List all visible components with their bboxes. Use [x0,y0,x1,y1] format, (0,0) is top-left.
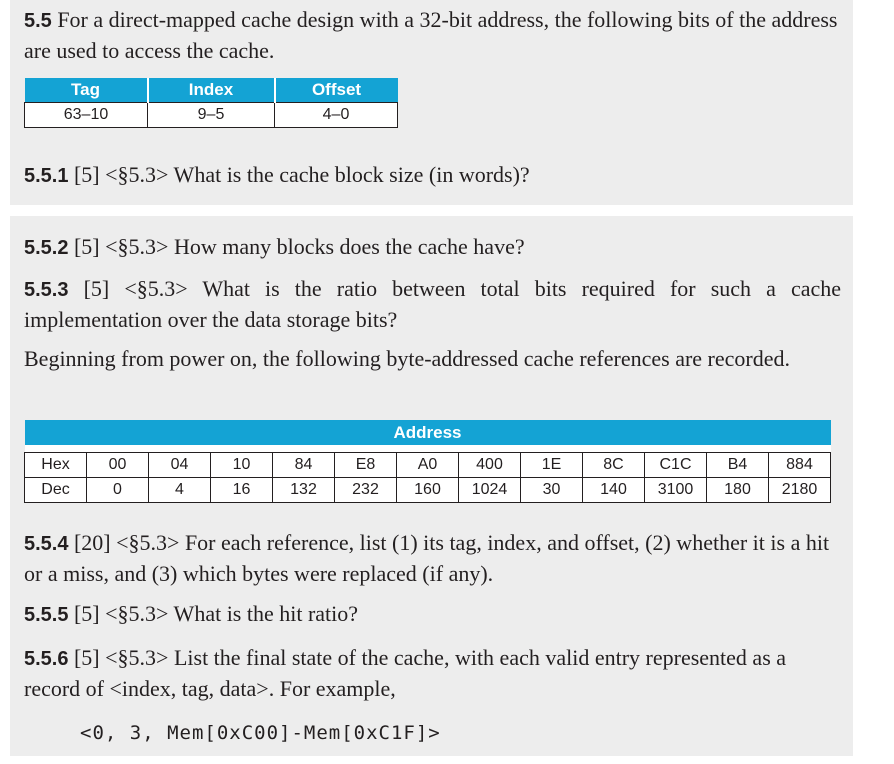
address-cell: 8C [583,453,645,478]
question-number: 5.5.5 [24,604,69,626]
address-cell: 30 [521,478,583,503]
offset-bits: 4–0 [275,103,398,128]
address-cell: 1E [521,453,583,478]
address-field-table [24,78,398,128]
address-cell: 232 [335,478,397,503]
tag-header: Tag [25,78,148,103]
address-cell: 84 [273,453,335,478]
address-reference-table [24,420,831,503]
question-text: [5] <§5.3> How many blocks does the cache have? [73,234,525,259]
field-value-row [25,103,398,128]
address-cell: 10 [211,453,273,478]
question-number: 5.5.1 [24,165,69,187]
address-cell: 16 [211,478,273,503]
question-5-5-1 [24,160,841,191]
question-5-5-6 [24,643,841,703]
address-cell: 884 [769,453,831,478]
address-cell: 04 [149,453,211,478]
address-cell: C1C [645,453,707,478]
address-header-row [25,420,831,445]
address-cell: 140 [583,478,645,503]
problem-number: 5.5 [24,10,52,32]
question-text: [20] <§5.3> For each reference, list (1) its tag, index, and offset, (2) whether it is a hit or a miss, and (3) which bytes were replaced (if any). [24,530,830,586]
problem-text: For a direct-mapped cache design with a 32-bit address, the following bits of the address are used to access the cache. [24,7,838,63]
address-header: Address [25,420,831,445]
row-label: Dec [25,478,87,503]
question-text: [5] <§5.3> What is the cache block size (in words)? [73,162,530,187]
question-text: [5] <§5.3> What is the hit ratio? [73,601,359,626]
row-label: Hex [25,453,87,478]
question-5-5-5 [24,599,841,630]
question-number: 5.5.4 [24,533,69,555]
question-5-5-4 [24,528,841,588]
question-number: 5.5.3 [24,279,69,301]
address-cell: 180 [707,478,769,503]
index-header: Index [148,78,275,103]
address-cell: A0 [397,453,459,478]
address-cell: 2180 [769,478,831,503]
index-bits: 9–5 [148,103,275,128]
questions-panel [10,216,853,756]
address-cell: 00 [87,453,149,478]
question-5-5-2 [24,232,841,263]
example-record: <0, 3, Mem[0xC00]-Mem[0xC1F]> [80,722,441,744]
address-cell: B4 [707,453,769,478]
address-cell: 3100 [645,478,707,503]
question-5-5-3 [24,274,841,334]
address-cell: 4 [149,478,211,503]
field-header-row [25,78,398,103]
hex-row [25,453,831,478]
dec-row [25,478,831,503]
tag-bits: 63–10 [25,103,148,128]
problem-5-5 [24,5,841,65]
problem-5-5-panel [10,0,853,205]
question-text: [5] <§5.3> List the final state of the cache, with each valid entry represented as a record of <index, tag, data>. For example, [24,645,787,701]
address-cell: 0 [87,478,149,503]
address-cell: 160 [397,478,459,503]
offset-header: Offset [275,78,398,103]
reference-intro: Beginning from power on, the following byte-addressed cache references are recorded. [24,346,791,371]
address-cell: 400 [459,453,521,478]
address-cell: 132 [273,478,335,503]
question-number: 5.5.2 [24,237,69,259]
question-number: 5.5.6 [24,648,69,670]
address-cell: 1024 [459,478,521,503]
question-text: [5] <§5.3> What is the ratio between total bits required for such a cache implementation over the data storage bits? [24,276,842,332]
address-cell: E8 [335,453,397,478]
